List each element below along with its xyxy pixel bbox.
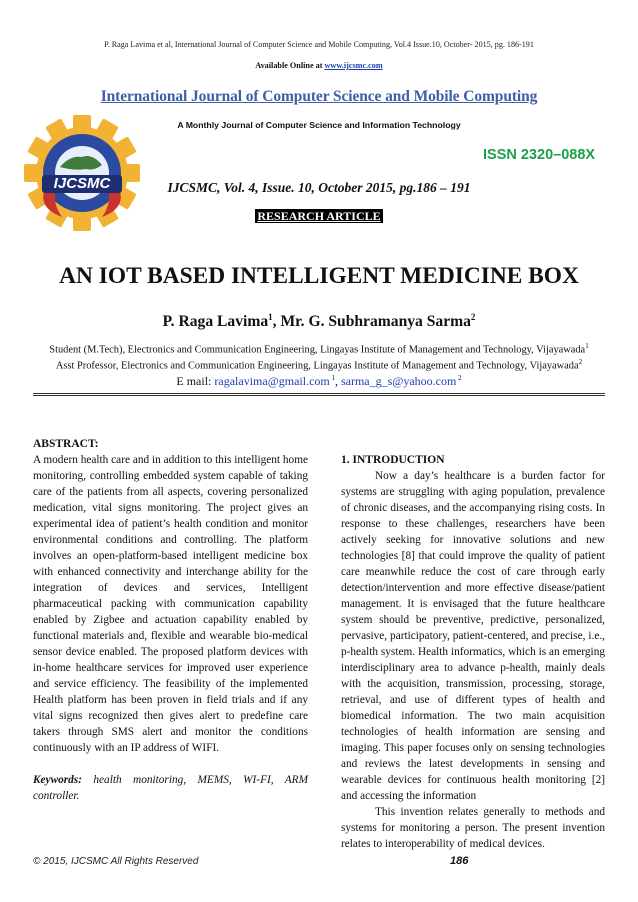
author-1: P. Raga Lavima	[162, 313, 269, 331]
journal-title: International Journal of Computer Science and Mobile Computing	[100, 88, 538, 105]
keywords	[33, 772, 308, 804]
email-line	[0, 374, 638, 389]
author-line	[0, 312, 638, 331]
email-2-sup: 2	[456, 374, 462, 382]
author-1-sup: 1	[268, 312, 273, 322]
availability-line	[0, 61, 638, 70]
page-number: 186	[450, 855, 469, 867]
keywords-text: health monitoring, MEMS, WI-FI, ARM controller.	[33, 774, 308, 802]
author-2: , Mr. G. Subhramanya Sarma	[272, 313, 471, 331]
introduction-paragraph-2: This invention relates generally to methods and systems for monitoring a person. The present invention relates to interoperability of medical devices.	[341, 806, 605, 850]
email-prefix: E mail:	[176, 374, 215, 388]
copyright-footer: © 2015, IJCSMC All Rights Reserved	[33, 856, 199, 867]
abstract-body: A modern health care and in addition to this intelligent home monitoring, controlling embedded system capable of taking care of the patients from all aspects, covering personalized medication, vital signs monitoring. The project gives an experimental idea of patient’s health condition and monitor environmental conditions and controlling. The platform involves an open-platform-based intelligent medicine box with enhanced connectivity and interchange ability for the integration of devices and services, Intelligent pharmaceutical packing with communication capability enabled by Zigbee and actuation capability enabled by functional materials and, flexible and wearable bio-medical sensor device enabled. The proposed platform devices with in-home healthcare services for improved user experience and service efficiency. The feasibility of the implemented Health platform has been proven in field trials and if any vital signs recognized then gives alert to predefine care takers through SMS alert and monitor the conditions continuously with an IP address of WIFI.	[33, 454, 308, 754]
journal-website-link[interactable]: www.ijcsmc.com	[324, 61, 383, 70]
article-type-badge	[0, 207, 638, 225]
affiliation-2-sup: 2	[578, 358, 583, 366]
email-separator: ,	[334, 374, 341, 388]
affiliation-2-text: Asst Professor, Electronics and Communication Engineering, Lingayas Institute of Management and Technology, Vijayawada	[55, 360, 579, 372]
email-link-2[interactable]: sarma_g_s@yahoo.com	[340, 374, 457, 388]
author-2-sup: 2	[470, 312, 476, 322]
abstract-section	[33, 436, 308, 804]
header-divider	[33, 393, 605, 396]
article-type-label: RESEARCH ARTICLE	[257, 209, 381, 223]
affiliation-1-sup: 1	[585, 342, 589, 350]
available-prefix: Available Online at	[255, 61, 325, 70]
email-link-1[interactable]: ragalavima@gmail.com	[214, 374, 330, 388]
introduction-paragraph-1: Now a day’s healthcare is a burden factor for systems are struggling with aging population, prevalence of chronic diseases, and the accompanying rising costs. In response to these challenges, researchers have been actively seeking for innovative solutions and new technologies [8] that could improve the quality of patient care meanwhile reduce the cost of care through early detection/intervention and more effective disease/patient management. It is envisaged that the future healthcare system should be preventive, predictive, personalized, pervasive, participatory, patient-centered, and precise, i.e., p-health system. Health informatics, which is an emerging interdisciplinary area to advance p-health, mainly deals with the acquisition, transmission, processing, storage, retrieval, and use of different types of health and biomedical information. The two main acquisition technologies of health information are sensing and imaging. This paper focuses only on sensing technologies and reviews the latest developments in sensing and wearable devices for continuous health monitoring [2] and accessing the information	[341, 470, 605, 802]
affiliation-1	[0, 342, 638, 355]
email-1-sup: 1	[329, 374, 335, 382]
issn-number: ISSN 2320–088X	[483, 147, 596, 163]
paper-title: AN IOT BASED INTELLIGENT MEDICINE BOX	[59, 263, 579, 289]
introduction-section	[341, 452, 605, 852]
affiliation-1-text: Student (M.Tech), Electronics and Communication Engineering, Lingayas Institute of Management and Technology, Vijayawada	[49, 344, 586, 356]
affiliation-2	[0, 358, 638, 371]
abstract-heading: ABSTRACT:	[33, 438, 99, 450]
keywords-label: Keywords:	[33, 774, 82, 786]
running-head: P. Raga Lavima et al, International Journal of Computer Science and Mobile Computing, Vol.4 Issue.10, October- 2015, pg. 186-191	[104, 40, 534, 49]
citation-line: IJCSMC, Vol. 4, Issue. 10, October 2015, pg.186 – 191	[167, 180, 471, 195]
journal-tagline: A Monthly Journal of Computer Science and Information Technology	[177, 120, 461, 130]
introduction-heading: 1. INTRODUCTION	[341, 454, 445, 466]
logo-text: IJCSMC	[53, 175, 111, 192]
